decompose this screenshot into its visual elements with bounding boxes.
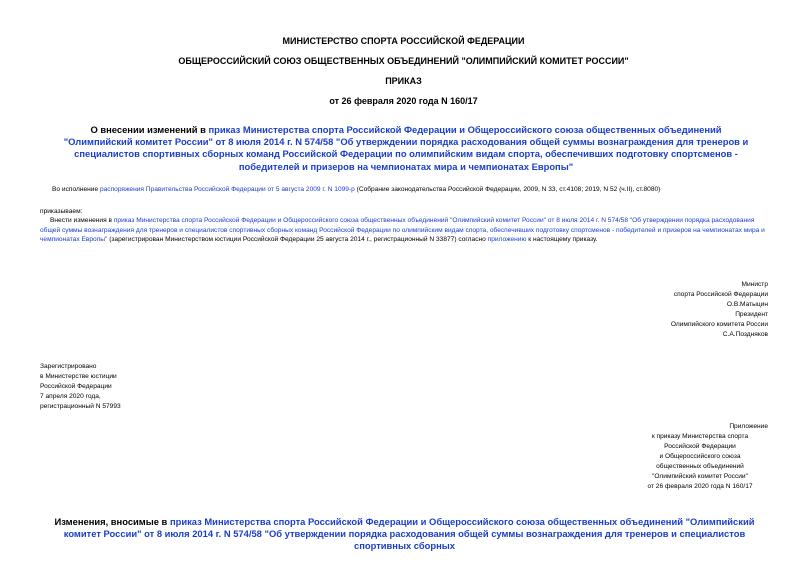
order-prefix: Внести изменения в xyxy=(50,217,114,224)
appendix-line-7: от 26 февраля 2020 года N 160/17 xyxy=(647,483,753,490)
appendix-details xyxy=(630,432,770,492)
registration-line-3: Российской Федерации xyxy=(40,383,112,390)
doc-type-heading: ПРИКАЗ xyxy=(385,76,422,86)
changes-title-link[interactable]: приказ Министерства спорта Российской Федерации и Общероссийского союза общественных объединений "Олимпийский комитет России" от 8 июля 2014 г. N 574/58 "Об утверждении порядка расходования общей суммы вознаграждения для тренеров и специалистов спортивных сборных xyxy=(63,516,755,552)
preamble-suffix: (Собрание законодательства Российской Федерации, 2009, N 33, ст.4108; 2019, N 52 (ч.II), ст.8080) xyxy=(354,186,661,193)
registration-line-5: регистрационный N 57993 xyxy=(40,403,121,410)
changes-title-prefix: Изменения, вносимые в xyxy=(54,516,170,527)
appendix-line-4: и Общероссийского союза xyxy=(659,453,741,460)
signature-line-3: О.В.Матыцин xyxy=(726,301,768,308)
preamble-decree-link[interactable]: распоряжения Правительства Российской Федерации от 5 августа 2009 г. N 1099-р xyxy=(99,186,355,193)
appendix-line-3: Российской Федерации xyxy=(664,443,736,450)
signature-line-6: С.А.Поздняков xyxy=(722,331,768,338)
appendix-line-6: "Олимпийский комитет России" xyxy=(652,473,748,480)
appendix-block xyxy=(560,422,768,432)
registration-line-4: 7 апреля 2020 года, xyxy=(40,393,101,400)
order-middle: (зарегистрирован Министерством юстиции Российской Федерации 25 августа 2014 г., регистрационный N 33877) согласно xyxy=(107,236,488,244)
date-number-heading: от 26 февраля 2020 года N 160/17 xyxy=(329,96,478,106)
appendix-line-1: Приложение xyxy=(729,423,768,430)
union-heading: ОБЩЕРОССИЙСКИЙ СОЮЗ ОБЩЕСТВЕННЫХ ОБЪЕДИНЕНИЙ "ОЛИМПИЙСКИЙ КОМИТЕТ РОССИИ" xyxy=(178,56,629,66)
preamble-prefix: Во исполнение xyxy=(52,186,100,193)
registration-line-1: Зарегистрировано xyxy=(40,363,97,370)
order-command: приказываем: xyxy=(40,208,83,215)
order-amended-link[interactable]: приказ Министерства спорта Российской Федерации и Общероссийского союза общественных объединений "Олимпийский комитет России" от 8 июля 2014 г. N 574/58 "Об утверждении порядка расходования общей суммы вознаграждения для тренеров и специалистов спортивных сборных команд Российской Федерации по олимпийским видам спорта, обеспечивших подготовку спортсменов - победителей и призеров на чемпионатах мира и чемпионатах Европы" xyxy=(40,217,765,244)
order-paragraph xyxy=(40,216,775,245)
appendix-line-2: к приказу Министерства спорта xyxy=(651,433,749,440)
signature-line-2: спорта Российской Федерации xyxy=(673,291,768,298)
document-title xyxy=(56,124,756,173)
order-suffix: к настоящему приказу. xyxy=(526,236,598,244)
registration-line-2: в Министерстве юстиции xyxy=(40,373,117,380)
signature-line-1: Министр xyxy=(741,281,768,288)
title-prefix: О внесении изменений в xyxy=(90,124,209,135)
ministry-heading: МИНИСТЕРСТВО СПОРТА РОССИЙСКОЙ ФЕДЕРАЦИИ xyxy=(282,36,525,46)
registration-block xyxy=(40,362,240,412)
signature-line-5: Олимпийского комитета России xyxy=(670,321,768,328)
signature-line-4: Президент xyxy=(735,311,768,318)
signatures-block xyxy=(560,280,768,340)
appendix-line-5: общественных объединений xyxy=(656,463,744,470)
order-appendix-link[interactable]: приложению xyxy=(487,236,527,244)
title-order-link[interactable]: приказ Министерства спорта Российской Федерации и Общероссийского союза общественных объединений "Олимпийский комитет России" от 8 июля 2014 г. N 574/58 "Об утверждении порядка расходования общей суммы вознаграждения для тренеров и специалистов спортивных сборных команд Российской Федерации по олимпийским видам спорта, обеспечивших подготовку спортсменов - победителей и призеров на чемпионатах мира и чемпионатах Европы" xyxy=(63,124,749,172)
changes-title xyxy=(42,516,767,553)
preamble-paragraph xyxy=(42,185,772,195)
